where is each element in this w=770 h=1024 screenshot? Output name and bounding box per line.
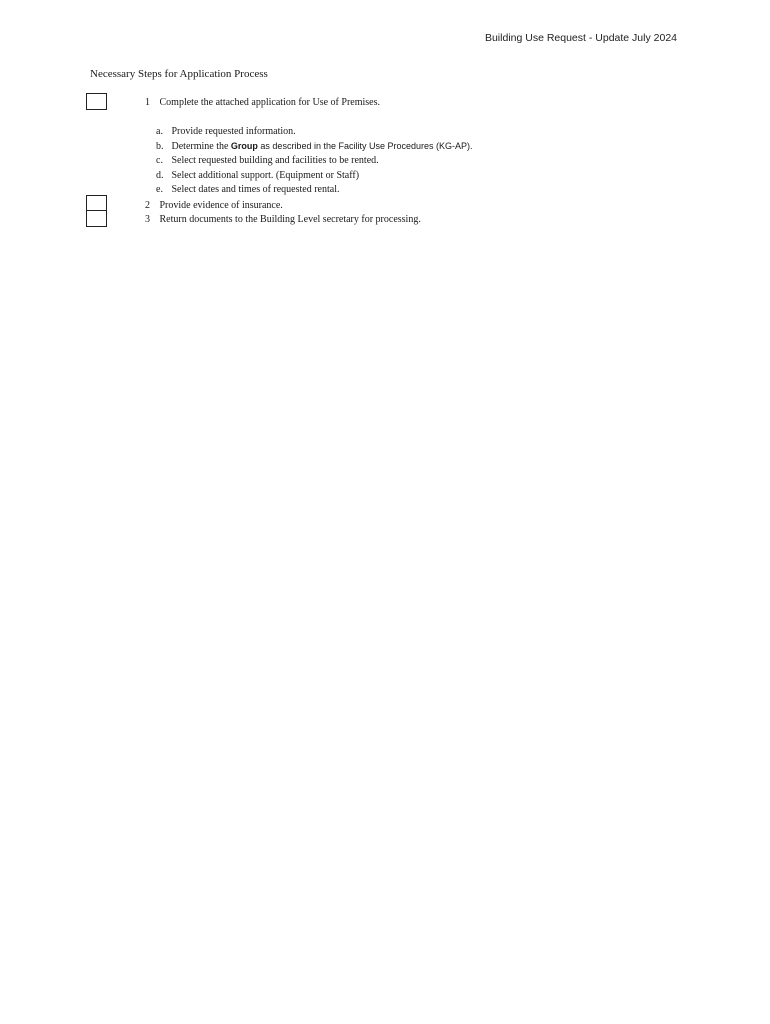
substep-e bbox=[156, 184, 340, 195]
substep-b bbox=[156, 141, 473, 152]
substep-letter: b. bbox=[156, 141, 164, 152]
step-3 bbox=[145, 214, 421, 225]
substep-letter: e. bbox=[156, 184, 163, 195]
substep-a bbox=[156, 126, 296, 137]
step-text: Return documents to the Building Level secretary for processing. bbox=[159, 214, 421, 225]
substep-text-post: as described in the Facility Use Procedures (KG-AP). bbox=[257, 141, 473, 151]
substep-c bbox=[156, 155, 379, 166]
step-2 bbox=[145, 200, 283, 211]
substep-text: Provide requested information. bbox=[171, 126, 296, 137]
page-header: Building Use Request - Update July 2024 bbox=[484, 32, 677, 44]
page-title: Necessary Steps for Application Process bbox=[90, 68, 268, 80]
step-number: 3 bbox=[145, 214, 150, 225]
substep-text-pre: Determine the bbox=[171, 141, 231, 152]
substep-letter: c. bbox=[156, 155, 163, 166]
substep-d bbox=[156, 170, 359, 181]
step-2-checkbox[interactable] bbox=[86, 195, 107, 211]
substep-bold-term: Group bbox=[230, 141, 258, 151]
step-1-checkbox[interactable] bbox=[86, 93, 107, 110]
step-text: Provide evidence of insurance. bbox=[159, 200, 283, 211]
step-number: 2 bbox=[145, 200, 150, 211]
step-3-checkbox[interactable] bbox=[86, 210, 107, 227]
substep-text: Select additional support. (Equipment or Staff) bbox=[171, 170, 360, 181]
step-number: 1 bbox=[145, 97, 150, 108]
substep-letter: a. bbox=[156, 126, 163, 137]
substep-text: Select requested building and facilities to be rented. bbox=[171, 155, 379, 166]
step-text: Complete the attached application for Use of Premises. bbox=[159, 97, 380, 108]
substep-text: Select dates and times of requested rental. bbox=[171, 184, 340, 195]
substep-letter: d. bbox=[156, 170, 164, 181]
step-1 bbox=[145, 97, 380, 108]
